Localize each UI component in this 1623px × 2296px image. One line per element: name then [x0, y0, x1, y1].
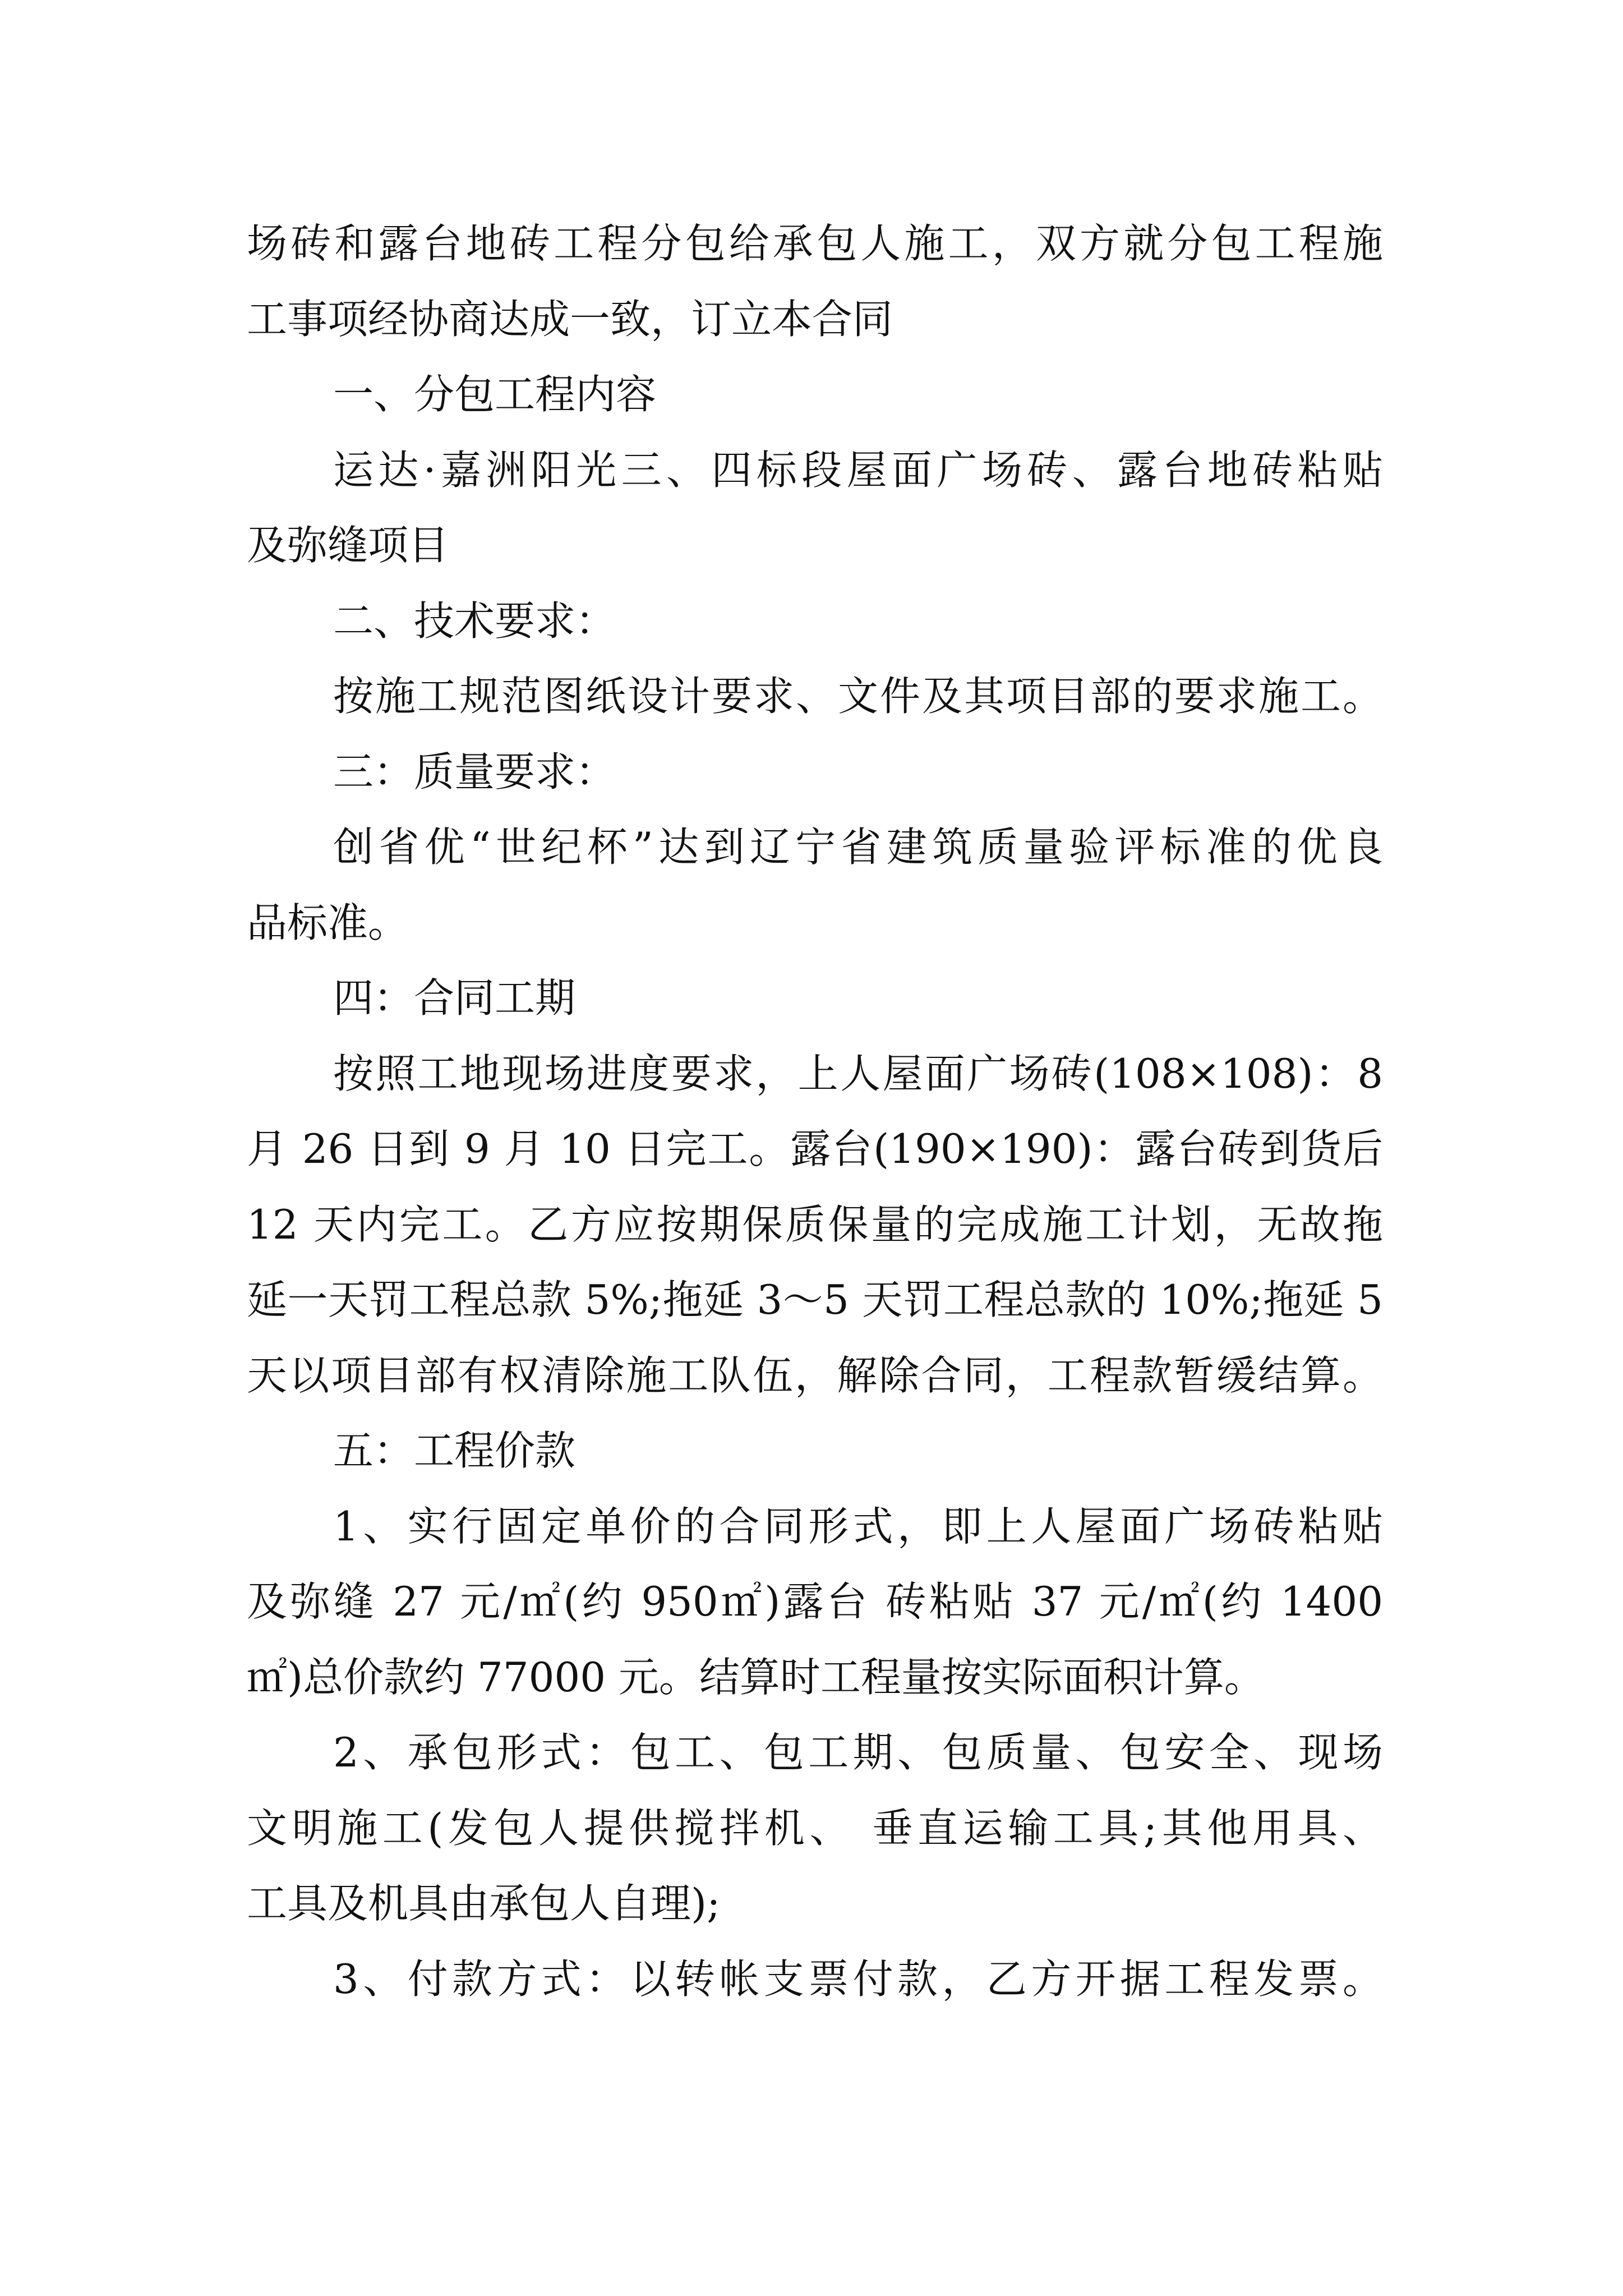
text-line: 按照工地现场进度要求，上人屋面广场砖(108×108)：8: [333, 1050, 1383, 1097]
section-heading: 一、分包工程内容: [333, 371, 657, 418]
text-line: 及弥缝项目: [247, 522, 449, 569]
text-line: 运达·嘉洲阳光三、四标段屋面广场砖、露台地砖粘贴: [333, 447, 1383, 494]
text-line: 2、承包形式：包工、包工期、包质量、包安全、现场: [333, 1729, 1383, 1776]
text-line: 场砖和露台地砖工程分包给承包人施工，双方就分包工程施: [247, 220, 1383, 267]
text-line: 天以项目部有权清除施工队伍，解除合同，工程款暂缓结算。: [247, 1352, 1383, 1399]
section-heading: 五：工程价款: [333, 1427, 576, 1474]
text-line: 月 26 日到 9 月 10 日完工。露台(190×190)：露台砖到货后: [247, 1125, 1383, 1172]
text-line: 工事项经协商达成一致，订立本合同: [247, 296, 893, 343]
text-line: 工具及机具由承包人自理);: [247, 1880, 721, 1927]
text-line: 创省优“世纪杯”达到辽宁省建筑质量验评标准的优良: [333, 823, 1383, 871]
text-line: 延一天罚工程总款 5%;拖延 3～5 天罚工程总款的 10%;拖延 5: [247, 1276, 1383, 1323]
text-line: 3、付款方式：以转帐支票付款，乙方开据工程发票。: [333, 1955, 1383, 2003]
text-line: ㎡)总价款约 77000 元。结算时工程量按实际面积计算。: [247, 1654, 1265, 1701]
section-heading: 四：合同工期: [333, 974, 576, 1022]
text-line: 按施工规范图纸设计要求、文件及其项目部的要求施工。: [333, 673, 1383, 720]
section-heading: 三：质量要求：: [333, 748, 616, 795]
text-line: 及弥缝 27 元/㎡(约 950㎡)露台 砖粘贴 37 元/㎡(约 1400: [247, 1578, 1383, 1625]
text-line: 1、实行固定单价的合同形式，即上人屋面广场砖粘贴: [333, 1503, 1383, 1550]
text-line: 品标准。: [247, 899, 409, 946]
text-line: 文明施工(发包人提供搅拌机、 垂直运输工具;其他用具、: [247, 1805, 1383, 1852]
section-heading: 二、技术要求：: [333, 597, 616, 645]
text-line: 12 天内完工。乙方应按期保质保量的完成施工计划，无故拖: [247, 1201, 1383, 1248]
